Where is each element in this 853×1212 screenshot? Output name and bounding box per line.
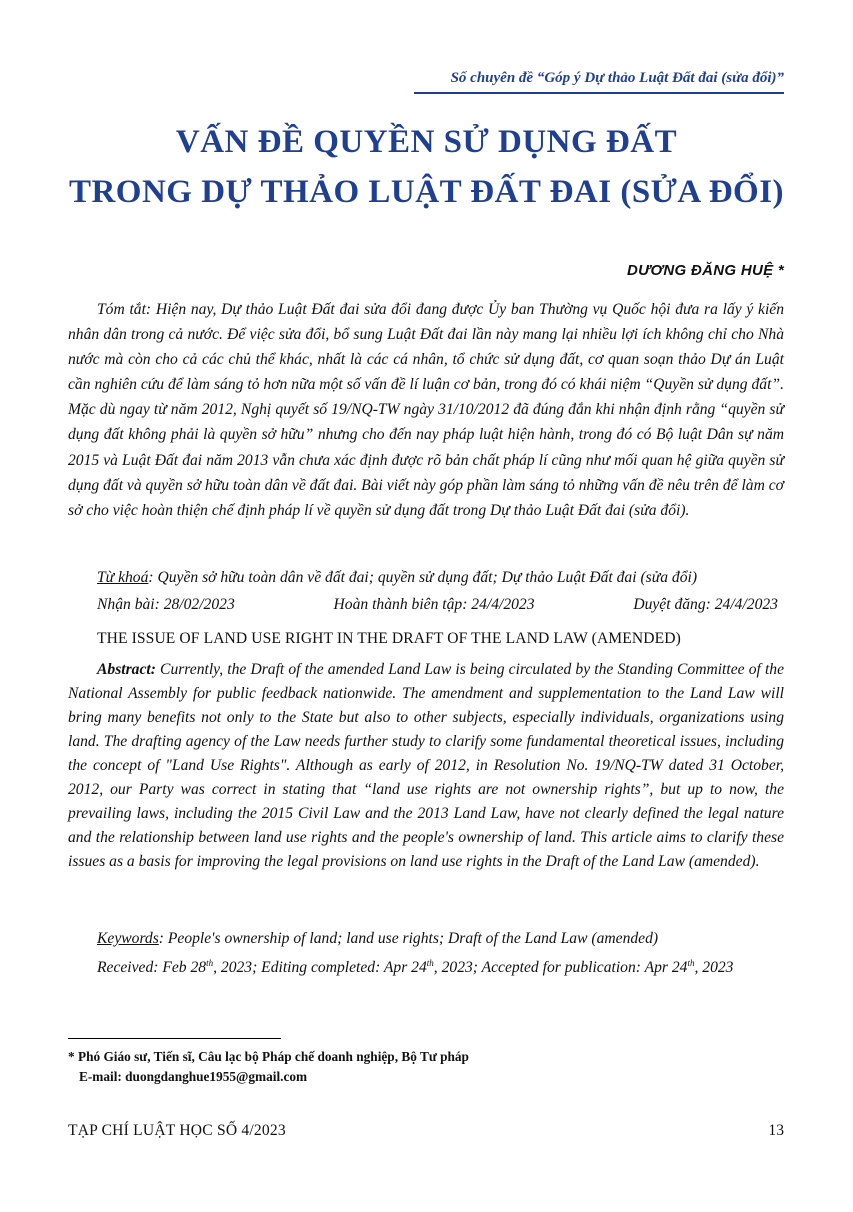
title-line-2: TRONG DỰ THẢO LUẬT ĐẤT ĐAI (SỬA ĐỔI): [68, 174, 785, 210]
keywords-en: [97, 930, 658, 948]
edited-sup: th: [426, 958, 434, 968]
abstract-lead-en: Abstract:: [97, 661, 156, 678]
abstract-text-en: Currently, the Draft of the amended Land Law is being circulated by the Standing Committee of the National Assembly for public feedback nationwide. The amendment and supplementation to the Land Law will bring many benefits not only to the State but also to other subjects, especially individuals, organizations using land. The drafting agency of the Law needs further study to clarify some fundamental theoretical issues, including the concept of "Land Use Rights". Although as early of 2012, in Resolution No. 19/NQ-TW dated 31 October, 2012, our Party was correct in stating that “land use rights are not ownership rights”, but up to now, the prevailing laws, including the 2015 Civil Law and the 2013 Land Law, have not clearly defined the legal nature and the relationship between land use rights and the people's ownership of land. This article aims to clarify these issues as a basis for improving the legal provisions on land use rights in the Draft of the Land Law (amended).: [68, 661, 784, 870]
article-title: [60, 117, 793, 217]
abstract-lead-vi: Tóm tắt:: [97, 301, 152, 318]
author-name: DƯƠNG ĐĂNG HUỆ *: [627, 262, 784, 279]
keywords-text-en: : People's ownership of land; land use rights; Draft of the Land Law (amended): [158, 930, 659, 947]
series-underline: [414, 92, 784, 94]
accepted-date-vi: Duyệt đăng: 24/4/2023: [633, 596, 778, 613]
received-en: Received: Feb 28: [97, 959, 207, 977]
accepted-year-en: , 2023: [694, 959, 734, 977]
keywords-text-vi: : Quyền sở hữu toàn dân về đất đai; quyền sử dụng đất; Dự thảo Luật Đất đai (sửa đổi): [148, 569, 698, 586]
journal-footer: TẠP CHÍ LUẬT HỌC SỐ 4/2023: [68, 1122, 286, 1139]
english-title: THE ISSUE OF LAND USE RIGHT IN THE DRAFT OF THE LAND LAW (AMENDED): [97, 630, 681, 647]
english-abstract: [68, 658, 784, 874]
abstract-text-vi: Hiện nay, Dự thảo Luật Đất đai sửa đổi đang được Ủy ban Thường vụ Quốc hội đưa ra lấy ý kiến nhân dân trong cả nước. Để việc sửa đổi, bổ sung Luật Đất đai lần này mang lại nhiều lợi ích không chỉ cho Nhà nước mà còn cho cả các chủ thể khác, nhất là các cá nhân, tổ chức sử dụng đất, cơ quan soạn thảo Dự án Luật cần nghiên cứu để làm sáng tỏ hơn nữa một số vấn đề lí luận cơ bản, trong đó có khái niệm “Quyền sử dụng đất”. Mặc dù ngay từ năm 2012, Nghị quyết số 19/NQ-TW ngày 31/10/2012 đã đúng đắn khi nhận định rằng “quyền sử dụng đất không phải là quyền sở hữu” nhưng cho đến nay pháp luật hiện hành, trong đó có Bộ luật Dân sự năm 2015 và Luật Đất đai năm 2013 vẫn chưa xác định được rõ bản chất pháp lí cũng như mối quan hệ giữa quyền sử dụng đất và quyền sở hữu toàn dân về đất đai. Bài viết này góp phần làm sáng tỏ những vấn đề nêu trên để làm cơ sở cho việc hoàn thiện chế định pháp lí về quyền sử dụng đất trong Dự thảo Luật Đất đai (sửa đổi).: [68, 301, 784, 519]
vietnamese-abstract: [68, 297, 784, 523]
edited-en: , 2023; Editing completed: Apr 24: [213, 959, 427, 977]
received-sup: th: [206, 958, 214, 968]
page-number: 13: [768, 1122, 784, 1139]
dates-en: [97, 958, 733, 977]
accepted-en: , 2023; Accepted for publication: Apr 24: [433, 959, 688, 977]
footnote-divider: [68, 1038, 281, 1039]
title-line-1: VẤN ĐỀ QUYỀN SỬ DỤNG ĐẤT: [175, 124, 678, 160]
keywords-label-en: Keywords: [97, 930, 159, 947]
keywords-label-vi: Từ khoá: [97, 569, 149, 586]
dates-vi: [97, 596, 778, 614]
footnote-affiliation: * Phó Giáo sư, Tiến sĩ, Câu lạc bộ Pháp chế doanh nghiệp, Bộ Tư pháp: [68, 1049, 469, 1064]
keywords-vi: [97, 569, 697, 587]
edited-date-vi: Hoàn thành biên tập: 24/4/2023: [333, 596, 535, 613]
series-header: Số chuyên đề “Góp ý Dự thảo Luật Đất đai (sửa đổi)”: [450, 70, 784, 86]
received-date-vi: Nhận bài: 28/02/2023: [97, 596, 235, 613]
footnote-email: E-mail: duongdanghue1955@gmail.com: [79, 1069, 308, 1084]
accepted-sup: th: [687, 958, 695, 968]
